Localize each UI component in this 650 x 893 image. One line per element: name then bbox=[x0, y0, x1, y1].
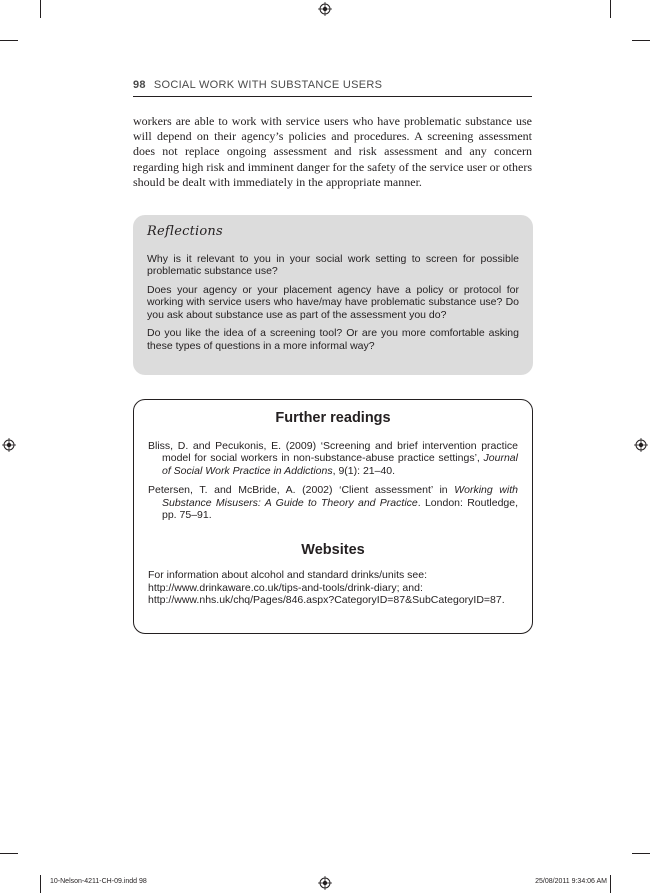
website-link[interactable]: http://www.drinkaware.co.uk/tips-and-tools/drink-diary; and: bbox=[148, 581, 423, 594]
further-readings-title: Further readings bbox=[275, 410, 391, 426]
page-number: 98 bbox=[133, 79, 146, 91]
reflection-question: Do you like the idea of a screening tool? Or are you more comfortable asking these types of questions in a more informal way? bbox=[147, 327, 519, 352]
reflections-box bbox=[133, 215, 533, 375]
running-head bbox=[133, 79, 532, 97]
websites-intro: For information about alcohol and standard drinks/units see: bbox=[148, 569, 427, 581]
slug-file: 10-Nelson-4211-CH-09.indd 98 bbox=[50, 878, 147, 885]
registration-mark-icon bbox=[318, 2, 332, 16]
registration-mark-icon bbox=[318, 876, 332, 890]
crop-mark bbox=[610, 875, 611, 893]
registration-mark-icon bbox=[634, 438, 648, 452]
reference-text: Petersen, T. and McBride, A. (2002) ‘Client assessment’ in bbox=[148, 484, 455, 496]
reference-text: Bliss, D. and Pecukonis, E. (2009) ‘Screening and brief intervention practice model for social workers in non-substance-abuse practice settings’, bbox=[148, 439, 518, 464]
websites-text bbox=[148, 569, 518, 607]
running-title: SOCIAL WORK WITH SUBSTANCE USERS bbox=[153, 79, 383, 91]
further-readings-box bbox=[133, 399, 533, 634]
reference-entry bbox=[148, 484, 518, 522]
crop-mark bbox=[632, 853, 650, 854]
reference-text: . London: Routledge, pp. 75–91. bbox=[162, 496, 519, 521]
crop-mark bbox=[632, 40, 650, 41]
reflection-question: Why is it relevant to you in your social work setting to screen for possible problematic substance use? bbox=[147, 252, 519, 277]
reference-journal: Journal of Social Work Practice in Addictions bbox=[162, 452, 518, 477]
slug-date: 25/08/2011 9:34:06 AM bbox=[535, 878, 607, 885]
crop-mark bbox=[0, 40, 18, 41]
reference-text: , 9(1): 21–40. bbox=[332, 464, 396, 477]
reflections-title: Reflections bbox=[147, 224, 223, 239]
registration-mark-icon bbox=[2, 438, 16, 452]
body-paragraph: workers are able to work with service users who have problematic substance use will depend on their agency’s policies and procedures. A screening assessment does not replace ongoing assessment and risk assessment and any concern regarding high risk and imminent danger for the safety of the service user or others should be dealt with immediately in the appropriate manner. bbox=[133, 114, 532, 189]
reference-entry bbox=[148, 440, 518, 478]
website-link[interactable]: http://www.nhs.uk/chq/Pages/846.aspx?CategoryID=87&SubCategoryID=87. bbox=[148, 594, 505, 606]
reference-book-title: Working with Substance Misusers: A Guide to Theory and Practice bbox=[162, 484, 518, 509]
crop-mark bbox=[0, 853, 18, 854]
crop-mark bbox=[40, 0, 41, 18]
reflection-question: Does your agency or your placement agency have a policy or protocol for working with service users who have/may have problematic substance use? Do you ask about substance use as part of the assessment you do? bbox=[147, 283, 519, 321]
websites-title: Websites bbox=[301, 541, 365, 558]
crop-mark bbox=[610, 0, 611, 18]
crop-mark bbox=[40, 875, 41, 893]
